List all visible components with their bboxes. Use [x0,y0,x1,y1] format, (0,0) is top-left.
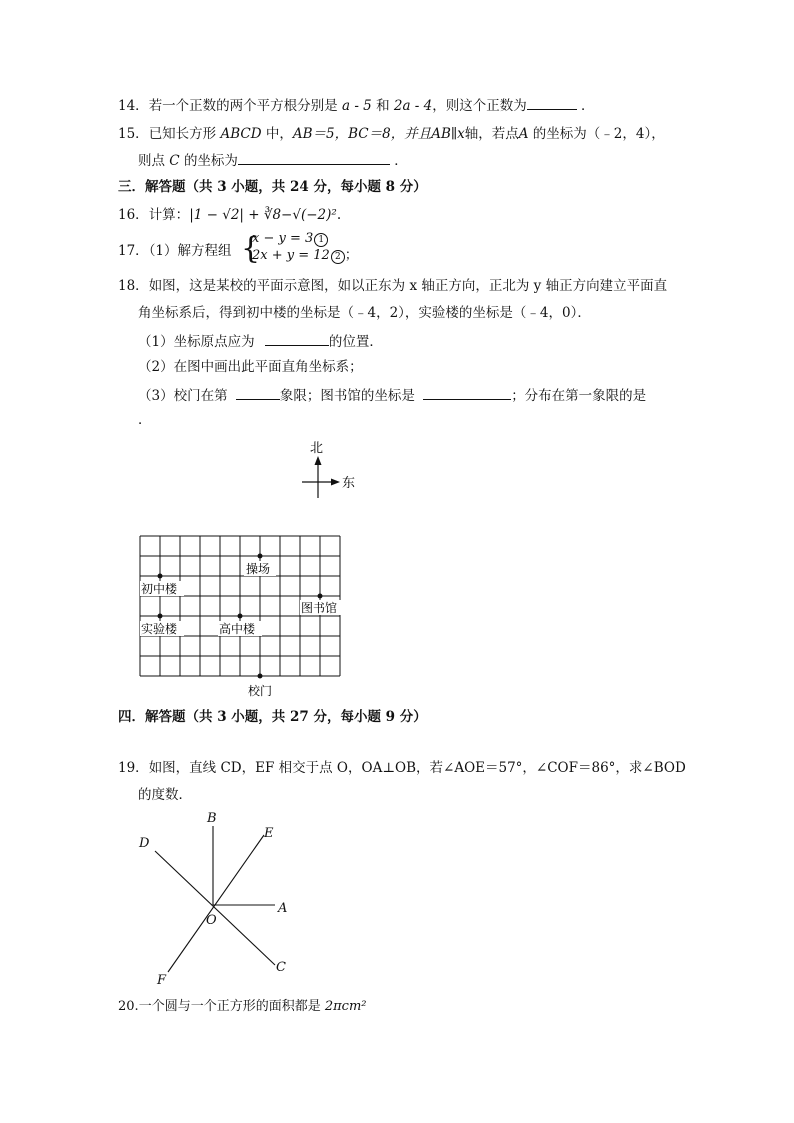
senior-building-point [238,614,243,619]
question-20 [118,997,366,1017]
question-19-line2: 的度数． [138,787,192,803]
north-label: 北 [310,441,324,456]
question-text: 和 [376,98,390,114]
line-DC [155,851,275,965]
math-expression: 2πcm² [324,999,367,1014]
question-text: 一个圆与一个正方形的面积都是 [138,999,321,1014]
label-B: B [207,811,217,826]
label-O: O [206,913,217,928]
question-17 [118,241,232,261]
figure-lines [155,826,275,972]
question-text: ，则这个正数为 [432,98,527,114]
label-D: D [139,836,150,851]
section-heading-3: 三．解答题（共 3 小题，共 24 分，每小题 8 分） [118,179,427,195]
question-number: 20. [118,999,139,1014]
question-text: 轴，若点 [464,126,519,142]
question-19 [118,758,686,778]
question-text: 已知长方形 [148,126,217,142]
senior-building-label: 高中楼 [219,622,256,636]
math-expression: 2a - 4 [393,98,433,114]
question-18 [118,276,667,296]
question-text: （3）校门在第 [138,388,228,404]
punctuation: ； [344,248,358,263]
line-EF [168,835,264,972]
circled-number-1: 1 [314,233,328,247]
math-expression: C [169,153,180,169]
math-expression: A [518,126,529,142]
punctuation: . [336,207,342,223]
label-F: F [157,973,167,988]
question-number: 16． [118,207,149,223]
equation-brace: { [241,231,261,266]
question-text: 的位置． [328,334,383,350]
question-text: 则点 [138,153,165,169]
equation-2: 2x + y = 12 [252,248,330,263]
gate-label: 校门 [248,684,273,698]
question-text: 如图，直线 CD，EF 相交于点 O，OA⊥OB，若∠AOE＝57°，∠COF＝86°，求∠BOD [148,760,686,776]
question-number: 15． [118,126,149,142]
question-text: 中， [265,126,293,142]
lab-building-label: 实验楼 [141,622,178,636]
math-expression: a - 5 [341,98,372,114]
angle-figure [130,808,310,990]
question-15-line2 [138,150,408,171]
punctuation: ． [394,153,408,169]
question-18-part2: （2）在图中画出此平面直角坐标系； [138,359,363,375]
gate-point [258,674,263,679]
lab-building-point [158,614,163,619]
question-number: 17． [118,243,149,259]
label-E: E [264,826,274,841]
question-18-line2: 角坐标系后，得到初中楼的坐标是（﹣4，2），实验楼的坐标是（﹣4，0）． [138,305,591,321]
circled-number-2: 2 [331,250,345,264]
library-label: 图书馆 [301,601,338,615]
math-expression: ABCD [220,126,262,142]
equation-system [252,230,358,264]
question-text: 若一个正数的两个平方根分别是 [148,98,338,114]
section-heading-4: 四．解答题（共 3 小题，共 27 分，每小题 9 分） [118,709,427,725]
question-18-line-end: ． [138,412,152,428]
answer-blank[interactable] [238,150,390,165]
answer-blank[interactable] [265,331,329,346]
question-18-part1 [138,331,383,352]
question-text: 计算： [148,207,190,223]
question-16 [118,205,341,225]
question-text: 象限；图书馆的坐标是 [279,388,415,404]
label-C: C [276,960,286,975]
question-number: 19． [118,760,149,776]
question-text: 的坐标为 [183,153,238,169]
question-15 [118,124,665,144]
answer-blank[interactable] [423,385,511,400]
library-point [318,594,323,599]
question-18-part3 [138,385,646,406]
school-map [130,528,360,703]
equation-1: x − y = 3 [252,231,314,246]
question-text: （1）解方程组 [148,243,232,259]
junior-building-point [158,574,163,579]
playground-point [258,554,263,559]
answer-blank[interactable] [236,385,280,400]
answer-blank[interactable] [527,95,577,110]
question-text: 的坐标为（﹣2，4）， [532,126,665,142]
question-number: 18． [118,278,149,294]
math-expression: AB＝5，BC＝8，并且 [292,126,432,142]
question-number: 14． [118,98,149,114]
punctuation: ． [581,98,595,114]
label-A: A [278,901,288,916]
compass-figure [296,436,366,502]
east-label: 东 [342,476,356,491]
question-text: （1）坐标原点应为 [138,334,255,350]
north-arrow-icon [315,456,322,465]
junior-building-label: 初中楼 [141,582,178,596]
question-text: ；分布在第一象限的是 [511,388,647,404]
question-text: 如图，这是某校的平面示意图，如以正东为 x 轴正方向，正北为 y 轴正方向建立平面直 [148,278,668,294]
math-expression: AB∥x [431,126,465,142]
question-14 [118,95,595,116]
math-expression: |1 − √2| + ∛8−√(−2)² [189,207,337,223]
east-arrow-icon [331,479,340,486]
playground-label: 操场 [246,562,271,576]
